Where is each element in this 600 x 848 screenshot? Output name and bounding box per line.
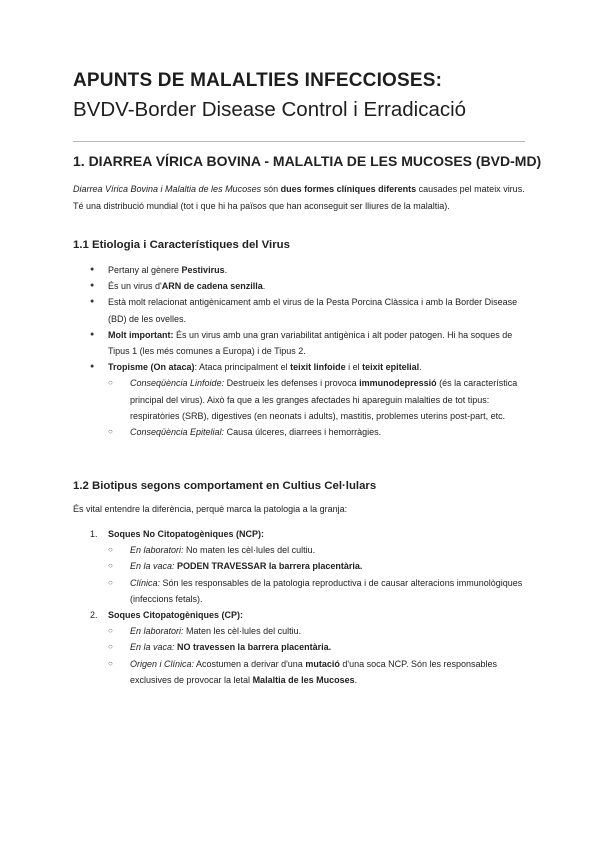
bold-text: Soques Citopatogèniques (CP): bbox=[108, 610, 243, 621]
bold-text: immunodepressió bbox=[359, 378, 437, 389]
intro-text: són bbox=[261, 184, 281, 194]
bold-text: Malaltia de les Mucoses bbox=[252, 674, 355, 685]
section-1-2-heading: 1.2 Biotipus segons comportament en Cultius Cel·lulars bbox=[73, 480, 377, 492]
italic-text: Origen i Clínica: bbox=[130, 658, 195, 669]
bold-text: teixit epitelial bbox=[362, 362, 420, 373]
biotype-list bbox=[90, 526, 528, 688]
text: . bbox=[419, 362, 422, 373]
italic-text: En la vaca: bbox=[130, 561, 175, 572]
section-1-intro bbox=[73, 181, 525, 214]
list-item bbox=[108, 359, 528, 440]
text: Pertany al gènere bbox=[108, 265, 182, 275]
text: Maten les cèl·lules del cultiu. bbox=[183, 626, 302, 637]
sub-list-item bbox=[130, 639, 528, 655]
sub-list-item bbox=[130, 375, 528, 424]
text: Acostumen a derivar d'una bbox=[194, 658, 306, 669]
list-item: ● Està molt relacionat antigènicament amb el virus de la Pesta Porcina Clàssica i amb la Border Disease (BD) de les ovelles. bbox=[108, 294, 528, 326]
etiology-list bbox=[108, 262, 528, 440]
bold-text: Tropisme (On ataca) bbox=[108, 362, 195, 373]
section-1-2-intro: És vital entendre la diferència, perquè marca la patologia a la granja: bbox=[73, 504, 348, 514]
text: (és la característica principal del virus). Això fa que a les granges afectades hi apareguin malalties de tot tipus: respiratòries (SRB), digestives (en neonats i adults), mastitis, problemes uterins post-part, etc. bbox=[130, 378, 518, 421]
list-item bbox=[90, 526, 528, 607]
sub-list-item bbox=[130, 656, 528, 688]
text: Destrueix les defenses i provoca bbox=[224, 378, 360, 389]
bold-text: Soques No Citopatogèniques (NCP): bbox=[108, 529, 264, 539]
bold-text: mutació bbox=[305, 658, 340, 669]
intro-bold: dues formes clíniques diferents bbox=[280, 184, 417, 194]
text: . bbox=[354, 674, 358, 685]
bold-text: Pestivirus bbox=[181, 265, 225, 275]
title-divider bbox=[73, 141, 525, 142]
sub-list-item bbox=[130, 542, 528, 558]
italic-text: En laboratori: bbox=[130, 545, 184, 556]
text: És un virus amb una gran variabilitat antigènica i alt poder patogen. Hi ha soques de Tipus 1 (les més comunes a Europa) i de Tipus 2. bbox=[108, 329, 513, 357]
bold-text: ARN de cadena senzilla bbox=[161, 281, 263, 292]
section-1-1-heading: 1.1 Etiologia i Característiques del Virus bbox=[73, 239, 290, 251]
list-item bbox=[108, 278, 528, 294]
sub-list-item bbox=[130, 558, 528, 574]
text: . bbox=[224, 265, 228, 275]
text: i el bbox=[345, 362, 363, 373]
text: . bbox=[262, 281, 266, 292]
intro-italic: Diarrea Vírica Bovina i Malaltia de les Mucoses bbox=[73, 184, 262, 194]
italic-text: En la vaca: bbox=[130, 642, 175, 653]
intro-text-rest: causades pel mateix virus. Té una distribució mundial (tot i que hi ha països que han aconseguit ser lliures de la malaltia). bbox=[73, 184, 525, 211]
bold-text: NO travessen la barrera placentària. bbox=[174, 642, 332, 653]
ncp-sublist bbox=[130, 542, 528, 607]
sub-list-item bbox=[130, 575, 528, 607]
document-title: APUNTS DE MALALTIES INFECCIOSES: bbox=[73, 70, 443, 91]
list-item bbox=[108, 262, 528, 278]
list-item bbox=[108, 327, 528, 359]
text: És un virus d' bbox=[108, 281, 162, 292]
text: Són les responsables de la patologia reproductiva i de causar alteracions immunològiques (infeccions fetals). bbox=[130, 577, 523, 604]
text: No maten les cèl·lules del cultiu. bbox=[183, 545, 316, 556]
list-number: 2. bbox=[90, 610, 98, 621]
italic-text: Clínica: bbox=[130, 577, 161, 588]
sub-list-item bbox=[130, 424, 528, 440]
bold-text: Molt important: bbox=[108, 329, 174, 340]
cp-sublist bbox=[130, 623, 528, 688]
text: d'una soca NCP. Són les responsables exclusives de provocar la letal bbox=[130, 658, 497, 685]
text: Causa úlceres, diarrees i hemorràgies. bbox=[224, 427, 382, 438]
document-subtitle: BVDV-Border Disease Control i Erradicació bbox=[73, 98, 467, 121]
tropism-sublist bbox=[130, 375, 528, 440]
list-number: 1. bbox=[90, 529, 98, 539]
list-item bbox=[90, 607, 528, 688]
text: : Ataca principalment el bbox=[194, 362, 291, 373]
italic-text: Conseqüència Epitelial: bbox=[130, 427, 225, 438]
bold-text: PODEN TRAVESSAR la barrera placentària. bbox=[174, 561, 363, 572]
italic-text: Conseqüència Linfoide: bbox=[130, 378, 225, 389]
italic-text: En laboratori: bbox=[130, 626, 184, 637]
section-1-heading: 1. DIARREA VÍRICA BOVINA - MALALTIA DE LES MUCOSES (BVD-MD) bbox=[73, 153, 542, 169]
bold-text: teixit linfoide bbox=[290, 362, 346, 373]
sub-list-item bbox=[130, 623, 528, 639]
